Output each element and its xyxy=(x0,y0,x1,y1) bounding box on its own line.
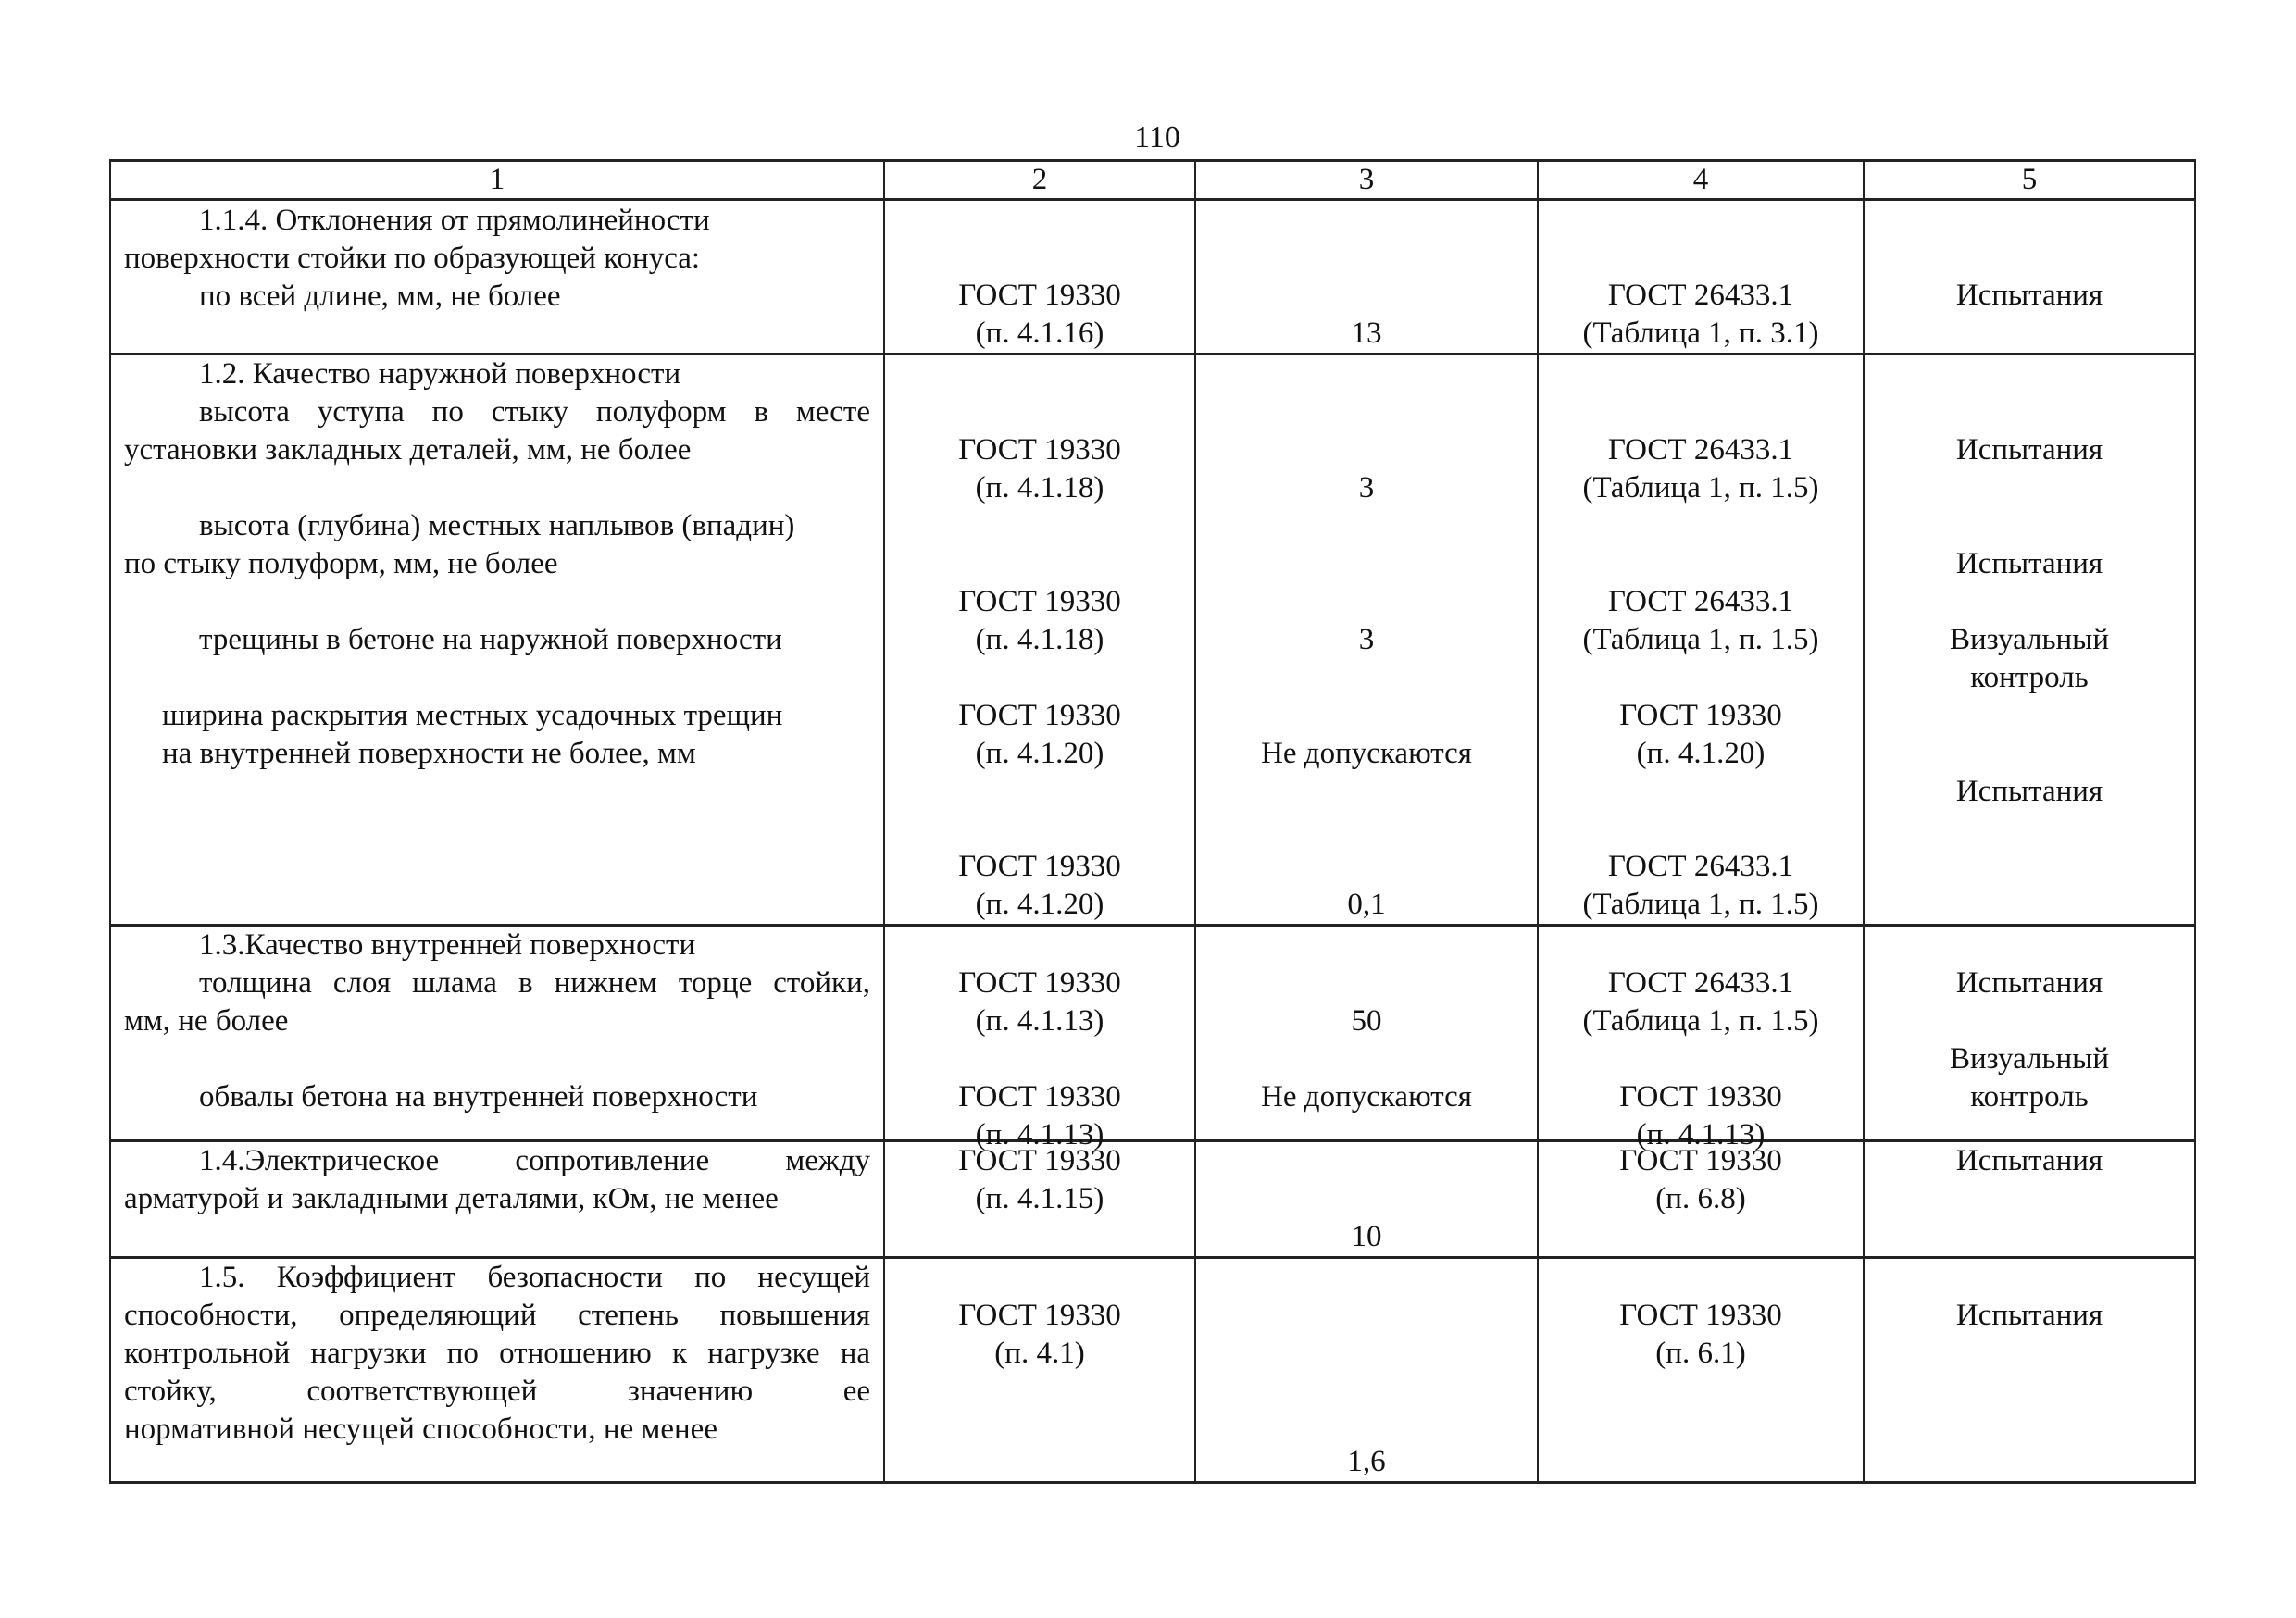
standard-ref: ГОСТ 19330 xyxy=(958,585,1121,618)
standard-clause: (Таблица 1, п. 1.5) xyxy=(1582,888,1819,921)
standard-ref: ГОСТ 19330 xyxy=(958,433,1121,467)
requirement-text: трещины в бетоне на наружной поверхности xyxy=(199,623,782,656)
control-type-text: контроль xyxy=(1970,1080,2089,1114)
requirement-cell xyxy=(110,355,884,926)
requirement-text: стойку, соответствующей значению ее xyxy=(124,1375,870,1408)
table-row-1-2 xyxy=(110,355,2195,926)
column-header-5: 5 xyxy=(1864,161,2195,200)
control-type-text: контроль xyxy=(1970,661,2089,694)
requirement-cell xyxy=(110,1141,884,1258)
value-cell xyxy=(1195,1258,1538,1483)
value-text: 0,1 xyxy=(1347,888,1386,921)
table-row-1-3 xyxy=(110,926,2195,1141)
value-text: 3 xyxy=(1358,623,1375,656)
standard-ref: ГОСТ 19330 xyxy=(1619,1299,1782,1332)
standard-clause: (п. 4.1.13) xyxy=(975,1004,1104,1038)
requirement-text: арматурой и закладными деталями, кОм, не менее xyxy=(124,1182,779,1215)
value-text: 1,6 xyxy=(1347,1445,1386,1478)
control-type-text: Испытания xyxy=(1955,1144,2103,1177)
value-cell xyxy=(1195,926,1538,1141)
normative-doc-cell xyxy=(884,926,1195,1151)
requirement-text: ширина раскрытия местных усадочных трещин xyxy=(162,699,783,732)
requirement-text: нормативной несущей способности, не менее xyxy=(124,1413,718,1446)
standard-ref: ГОСТ 19330 xyxy=(1619,699,1782,732)
section-title: 1.2. Качество наружной поверхности xyxy=(199,357,681,391)
requirement-text: контрольной нагрузки по отношению к нагрузке на xyxy=(124,1337,870,1370)
control-type-text: Испытания xyxy=(1955,966,2103,1000)
standard-clause: (Таблица 1, п. 1.5) xyxy=(1582,471,1819,504)
standard-clause: (Таблица 1, п. 1.5) xyxy=(1582,623,1819,656)
control-type-cell xyxy=(1864,355,2195,926)
control-type-text: Испытания xyxy=(1955,279,2103,312)
column-header-3: 3 xyxy=(1195,161,1538,200)
normative-doc-cell xyxy=(884,1141,1195,1258)
requirement-text: толщина слоя шлама в нижнем торце стойки, xyxy=(199,966,870,1000)
table-row-1-4 xyxy=(110,1141,2195,1258)
standard-ref: ГОСТ 19330 xyxy=(958,966,1121,1000)
value-cell xyxy=(1195,1141,1538,1258)
control-type-cell xyxy=(1864,1141,2195,1258)
section-title: 1.3.Качество внутренней поверхности xyxy=(199,928,696,962)
page-number: 110 xyxy=(1134,120,1180,155)
requirement-text: на внутренней поверхности не более, мм xyxy=(162,737,696,770)
requirement-text: установки закладных деталей, мм, не более xyxy=(124,433,692,467)
standard-ref: ГОСТ 19330 xyxy=(958,279,1121,312)
standard-ref: ГОСТ 19330 xyxy=(958,850,1121,883)
standard-clause: (п. 4.1.18) xyxy=(975,471,1104,504)
method-doc-cell xyxy=(1538,1141,1864,1258)
control-type-text: Испытания xyxy=(1955,775,2103,808)
requirement-text: поверхности стойки по образующей конуса: xyxy=(124,242,701,275)
requirements-table xyxy=(109,159,2196,1484)
method-doc-cell xyxy=(1538,200,1864,355)
standard-ref: ГОСТ 26433.1 xyxy=(1607,279,1794,312)
standard-ref: ГОСТ 19330 xyxy=(958,1080,1121,1114)
requirement-cell xyxy=(110,926,884,1141)
requirement-text: 1.4.Электрическое сопротивление между xyxy=(199,1144,870,1177)
method-doc-cell xyxy=(1538,926,1864,1151)
control-type-cell xyxy=(1864,926,2195,1141)
standard-ref: ГОСТ 19330 xyxy=(958,1299,1121,1332)
requirement-text: 1.5. Коэффициент безопасности по несущей xyxy=(199,1261,870,1294)
method-doc-cell xyxy=(1538,355,1864,926)
value-text: 3 xyxy=(1358,471,1375,504)
standard-ref: ГОСТ 19330 xyxy=(1619,1080,1782,1114)
normative-doc-cell xyxy=(884,355,1195,926)
header-row xyxy=(110,161,2195,200)
control-type-text: Испытания xyxy=(1955,1299,2103,1332)
standard-clause: (п. 4.1.20) xyxy=(975,737,1104,770)
standard-clause: (п. 4.1.15) xyxy=(975,1182,1104,1215)
requirement-text: по всей длине, мм, не более xyxy=(199,280,561,313)
standard-ref: ГОСТ 19330 xyxy=(958,1144,1121,1177)
column-header-2: 2 xyxy=(884,161,1195,200)
standard-ref: ГОСТ 19330 xyxy=(958,699,1121,732)
value-text: Не допускаются xyxy=(1261,1080,1472,1114)
method-doc-cell xyxy=(1538,1258,1864,1483)
value-text: Не допускаются xyxy=(1261,737,1472,770)
requirement-text: способности, определяющий степень повышения xyxy=(124,1299,870,1332)
control-type-cell xyxy=(1864,200,2195,355)
column-header-1: 1 xyxy=(110,161,884,200)
value-text: 13 xyxy=(1351,317,1382,350)
normative-doc-cell xyxy=(884,1258,1195,1483)
standard-ref: ГОСТ 26433.1 xyxy=(1607,850,1794,883)
value-cell xyxy=(1195,200,1538,355)
column-header-4: 4 xyxy=(1538,161,1864,200)
requirement-cell xyxy=(110,200,884,355)
requirement-cell xyxy=(110,1258,884,1483)
control-type-text: Визуальный xyxy=(1949,1042,2110,1076)
requirement-text: по стыку полуформ, мм, не более xyxy=(124,547,558,580)
standard-clause: (п. 6.1) xyxy=(1655,1337,1746,1370)
standard-clause: (п. 4.1) xyxy=(994,1337,1085,1370)
control-type-text: Испытания xyxy=(1955,547,2103,580)
standard-clause: (п. 4.1.20) xyxy=(975,888,1104,921)
requirement-text: обвалы бетона на внутренней поверхности xyxy=(199,1080,758,1114)
control-type-text: Визуальный xyxy=(1949,623,2110,656)
standard-clause: (п. 4.1.18) xyxy=(975,623,1104,656)
table-row-1-5 xyxy=(110,1258,2195,1483)
control-type-cell xyxy=(1864,1258,2195,1483)
standard-clause: (Таблица 1, п. 1.5) xyxy=(1582,1004,1819,1038)
standard-ref: ГОСТ 26433.1 xyxy=(1607,585,1794,618)
control-type-text: Испытания xyxy=(1955,433,2103,467)
value-cell xyxy=(1195,355,1538,926)
value-text: 10 xyxy=(1351,1220,1382,1253)
standard-clause: (п. 4.1.13) xyxy=(975,1118,1104,1151)
requirement-text: 1.1.4. Отклонения от прямолинейности xyxy=(199,204,710,237)
requirement-text: мм, не более xyxy=(124,1004,289,1038)
table-row-1-1-4 xyxy=(110,200,2195,355)
normative-doc-cell xyxy=(884,200,1195,355)
requirement-text: высота (глубина) местных наплывов (впадин) xyxy=(199,509,795,542)
standard-clause: (Таблица 1, п. 3.1) xyxy=(1582,317,1819,350)
requirement-text: высота уступа по стыку полуформ в месте xyxy=(199,395,870,429)
standard-ref: ГОСТ 26433.1 xyxy=(1607,966,1794,1000)
standard-ref: ГОСТ 26433.1 xyxy=(1607,433,1794,467)
standard-clause: (п. 6.8) xyxy=(1655,1182,1746,1215)
standard-clause: (п. 4.1.16) xyxy=(975,317,1104,350)
value-text: 50 xyxy=(1351,1004,1382,1038)
standard-clause: (п. 4.1.20) xyxy=(1636,737,1766,770)
standard-ref: ГОСТ 19330 xyxy=(1619,1144,1782,1177)
standard-clause: (п. 4.1.13) xyxy=(1636,1118,1766,1151)
